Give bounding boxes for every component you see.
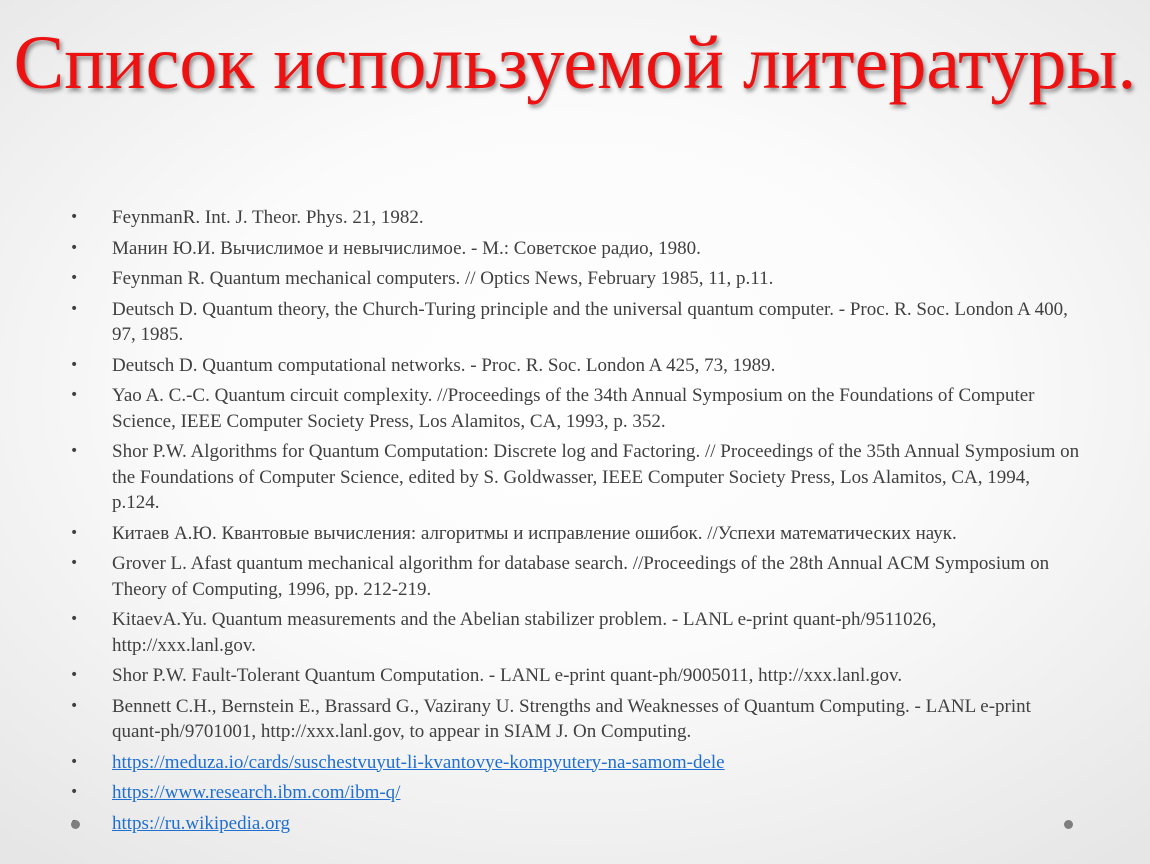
reference-text: Yao A. C.-C. Quantum circuit complexity. //Proceedings of the 34th Annual Symposium on the Foundations of Computer Science, IEEE Computer Society Press, Los Alamitos, CA, 1993, p. 352. [112,385,1035,432]
reference-text: Манин Ю.И. Вычислимое и невычислимое. - М.: Советское радио, 1980. [112,237,701,259]
slide-title: Список используемой литературы. [13,21,1137,105]
list-item [70,297,1080,348]
bullet-icon: • [70,300,79,317]
reference-list [70,205,1080,841]
list-item [70,780,1080,806]
list-item [70,439,1080,516]
list-item [70,205,1080,231]
bullet-icon: • [70,270,79,286]
bullet-icon: • [70,697,79,714]
bullet-icon: • [70,753,79,770]
list-item [70,383,1080,434]
decorative-dot-icon [71,820,80,829]
reference-text: Shor P.W. Algorithms for Quantum Computation: Discrete log and Factoring. // Proceedings of the 35th Annual Symposium on the Foundations of Computer Science, edited by S. Goldwasser, IEEE Computer Society Press, Los Alamitos, CA, 1994, p.124. [112,441,1080,513]
reference-text: Bennett C.H., Bernstein E., Brassard G., Vazirany U. Strengths and Weaknesses of Quantum Computing. - LANL e-print quant-ph/9701001, http://xxx.lanl.gov, to appear in SIAM J. On Computing. [112,695,1031,742]
bullet-icon: • [70,667,79,683]
reference-text: FeynmanR. Int. J. Theor. Phys. 21, 1982. [112,207,424,228]
reference-link-meduza[interactable]: https://meduza.io/cards/suschestvuyut-li-kvantovye-kompyutery-na-samom-dele [112,751,725,773]
list-item [70,266,1080,292]
list-item [70,694,1080,745]
bullet-icon: • [70,443,79,459]
bullet-icon: • [70,356,79,373]
bullet-icon: • [70,555,79,571]
list-item [70,663,1080,689]
bullet-icon: • [70,209,79,225]
bullet-icon: • [70,784,79,800]
reference-text: Китаев А.Ю. Квантовые вычисления: алгоритмы и исправление ошибок. //Успехи математических наук. [112,522,957,544]
list-item [70,353,1080,379]
reference-text: Feynman R. Quantum mechanical computers. // Optics News, February 1985, 11, p.11. [112,268,774,289]
reference-text: Deutsch D. Quantum computational networks. - Proc. R. Soc. London A 425, 73, 1989. [112,354,776,376]
reference-text: Grover L. Afast quantum mechanical algorithm for database search. //Proceedings of the 28th Annual ACM Symposium on Theory of Computing, 1996, pp. 212-219. [112,553,1050,600]
bullet-icon: • [70,611,79,627]
list-item [70,607,1080,658]
decorative-dot-icon [1064,820,1073,829]
list-item [70,811,1080,837]
reference-text: Deutsch D. Quantum theory, the Church-Turing principle and the universal quantum computer. - Proc. R. Soc. London A 400, 97, 1985. [112,298,1068,345]
reference-text: Shor P.W. Fault-Tolerant Quantum Computation. - LANL e-print quant-ph/9005011, http://xxx.lanl.gov. [112,665,903,686]
list-item [70,750,1080,776]
list-item [70,551,1080,602]
bullet-icon: • [70,387,79,403]
reference-link-ibm[interactable]: https://www.research.ibm.com/ibm-q/ [112,782,401,803]
reference-link-wikipedia[interactable]: https://ru.wikipedia.org [112,812,291,834]
bullet-icon: • [70,239,79,256]
list-item [70,521,1080,547]
list-item [70,236,1080,262]
bullet-icon: • [70,524,79,541]
reference-text: KitaevA.Yu. Quantum measurements and the Abelian stabilizer problem. - LANL e-print quant-ph/9511026, http://xxx.lanl.gov. [112,609,937,656]
